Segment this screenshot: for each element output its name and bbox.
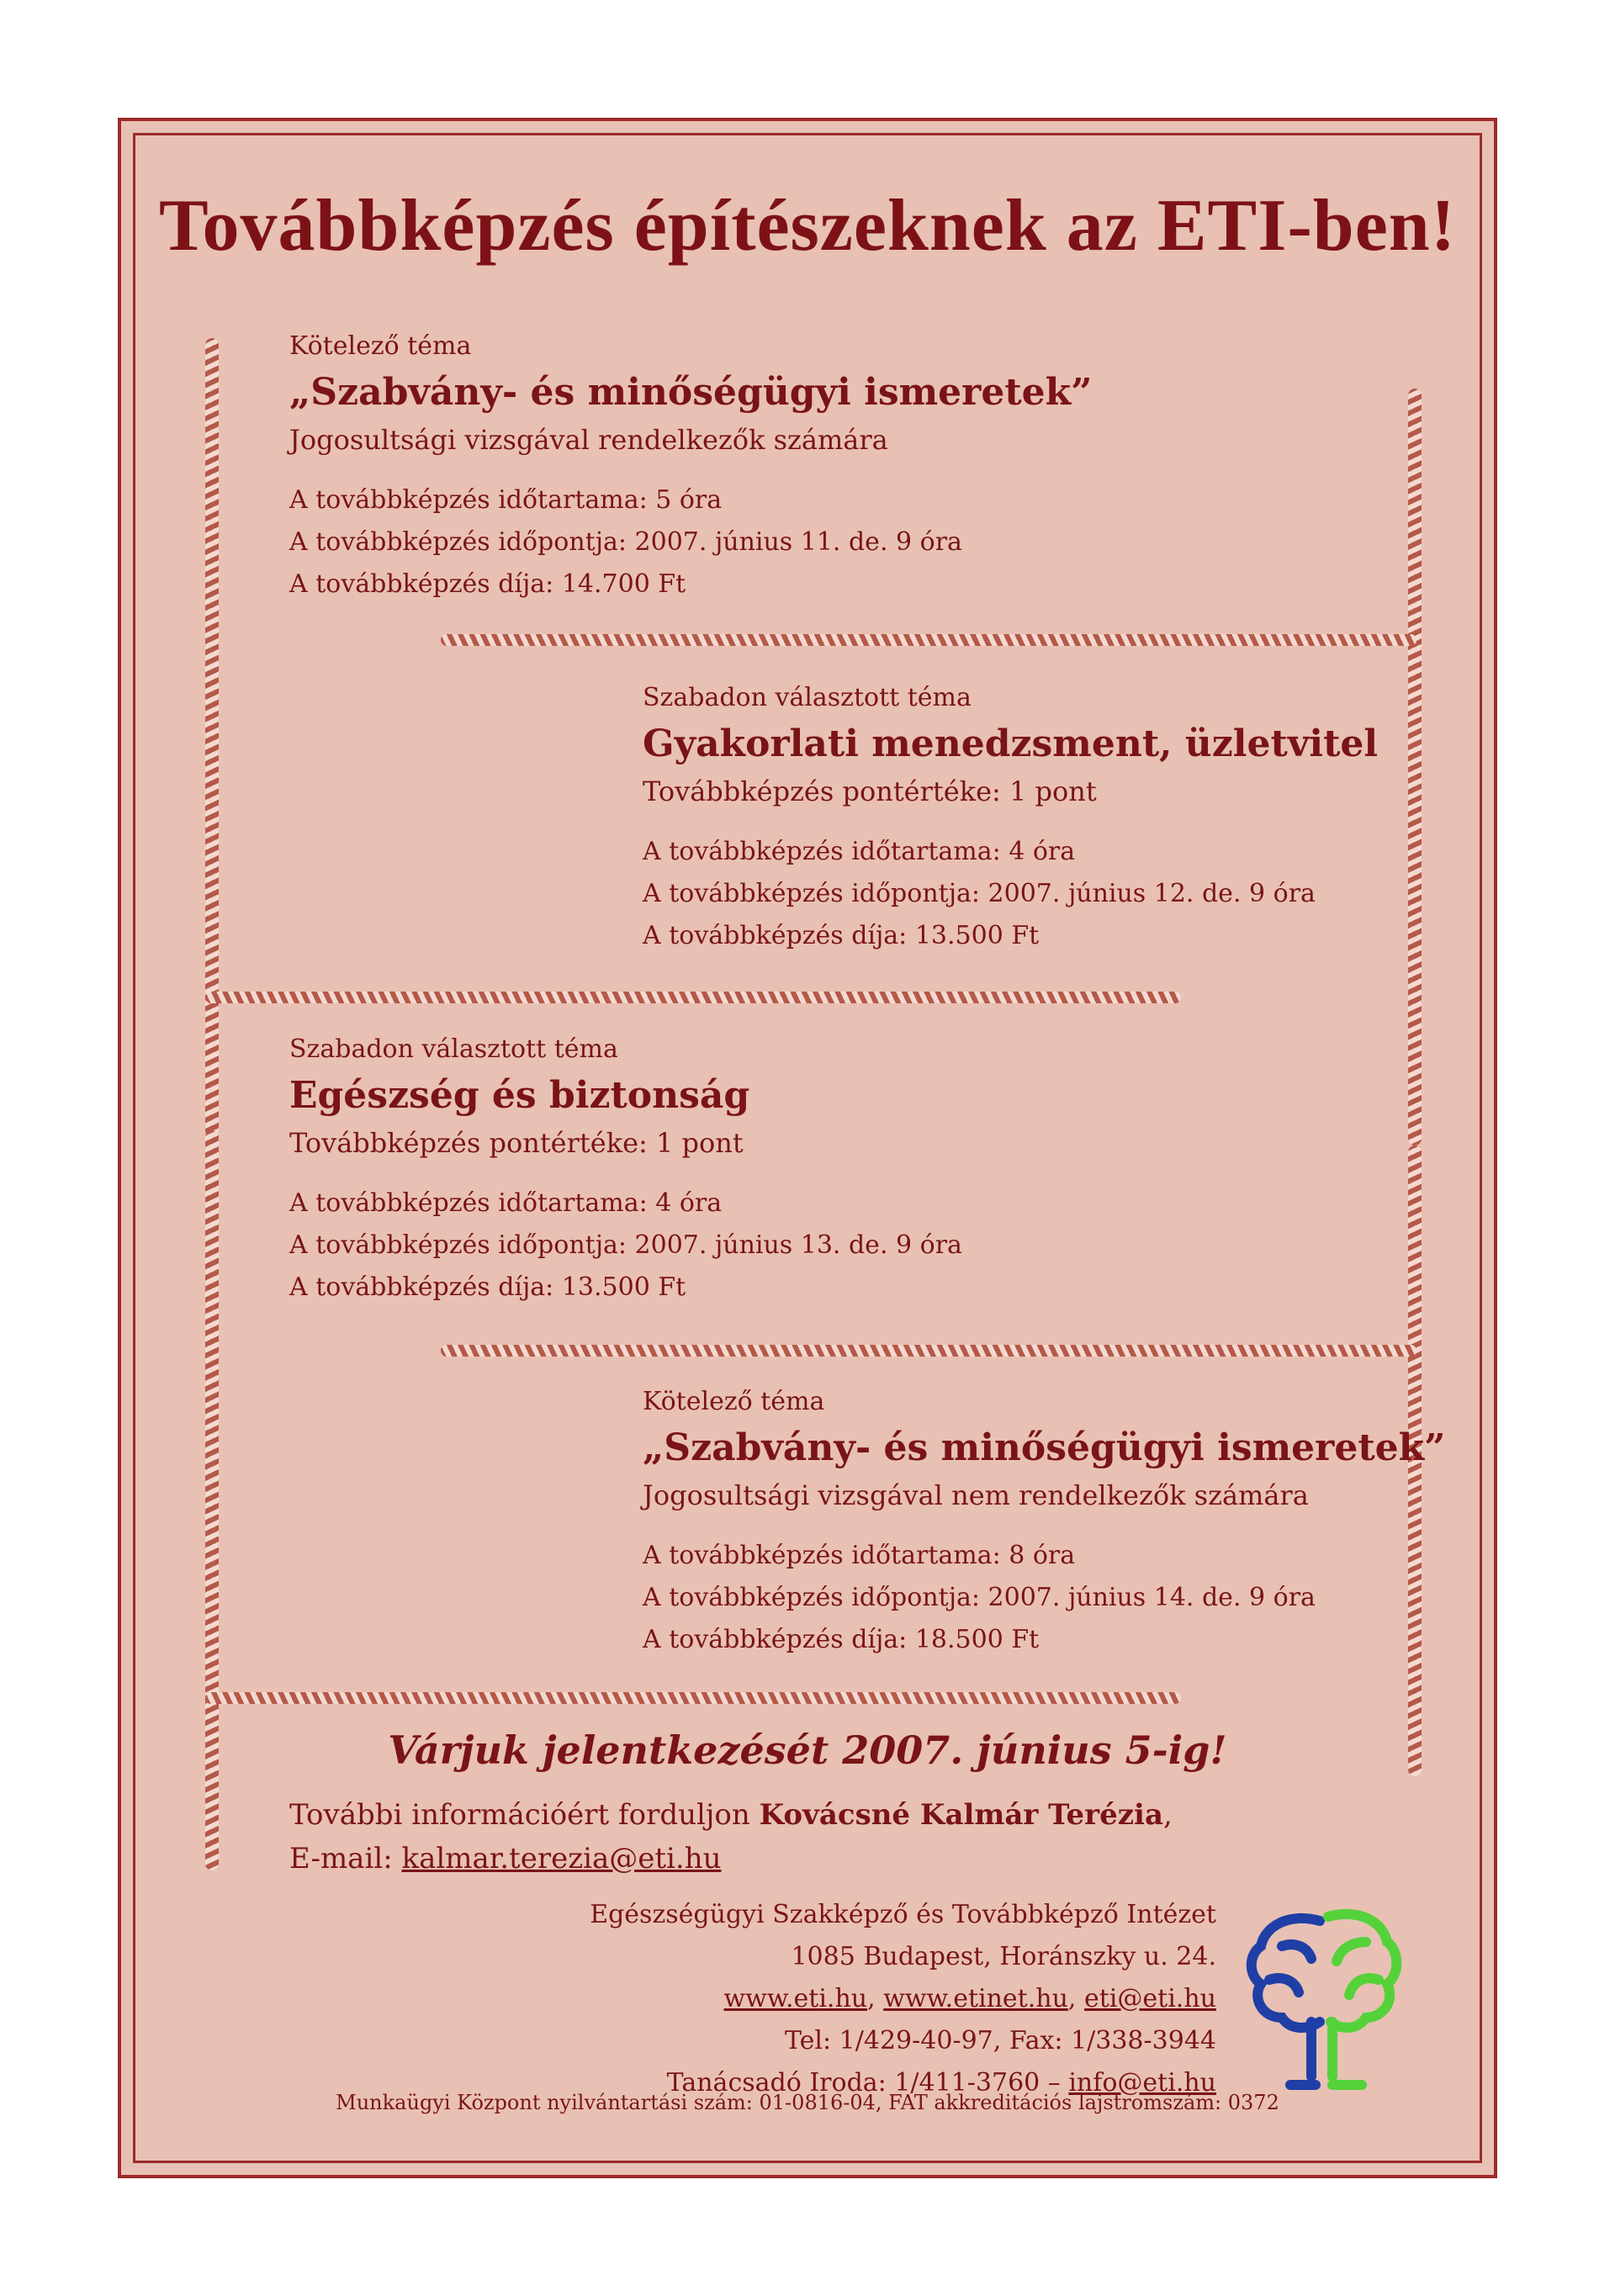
info-prefix: További információért forduljon [289, 1798, 750, 1832]
contact-email-link[interactable]: kalmar.terezia@eti.hu [401, 1842, 722, 1875]
course-fee: A továbbképzés díja: 14.700 Ft [289, 569, 686, 599]
poster [118, 118, 1497, 2178]
course-duration: A továbbképzés időtartama: 4 óra [289, 1188, 723, 1218]
institute-address: 1085 Budapest, Horánszky u. 24. [791, 1942, 1216, 1971]
course-label: Szabadon választott téma [289, 1034, 618, 1064]
course-date: A továbbképzés időpontja: 2007. június 13. de. 9 óra [289, 1230, 962, 1260]
course-heading: „Szabvány- és minőségügyi ismeretek” [289, 371, 1093, 414]
rope-right-1 [1408, 389, 1422, 1145]
rope-divider-4 [205, 1692, 1181, 1704]
course-duration: A továbbképzés időtartama: 8 óra [643, 1541, 1076, 1570]
contact-person [289, 1793, 1173, 1881]
email-label: E-mail: [289, 1842, 393, 1875]
course-subtitle: Jogosultsági vizsgával nem rendelkezők számára [643, 1479, 1309, 1511]
registration-numbers: Munkaügyi Központ nyilvántartási szám: 01-0816-04, FAT akkreditációs lajstromszám: 0372 [336, 2091, 1279, 2114]
course-label: Kötelező téma [643, 1387, 825, 1416]
course-subtitle: Továbbképzés pontértéke: 1 pont [289, 1127, 744, 1159]
course-heading: Egészség és biztonság [289, 1074, 750, 1117]
course-label: Kötelező téma [289, 331, 472, 361]
course-date: A továbbképzés időpontja: 2007. június 14. de. 9 óra [643, 1583, 1316, 1612]
course-duration: A továbbképzés időtartama: 4 óra [643, 837, 1076, 866]
institute-phone: Tel: 1/429-40-97, Fax: 1/338-3944 [785, 2026, 1216, 2055]
course-subtitle: Továbbképzés pontértéke: 1 pont [643, 775, 1097, 807]
poster-title: Továbbképzés építészeknek az ETI-ben! [158, 185, 1457, 267]
rope-divider-3 [441, 1345, 1416, 1357]
website-link-etinet[interactable]: www.etinet.hu [883, 1984, 1068, 2013]
institute-name: Egészségügyi Szakképző és Továbbképző Intézet [590, 1900, 1216, 1929]
advisory-phone: Tanácsadó Iroda: 1/411-3760 – [666, 2068, 1069, 2098]
institute-web-links: www.eti.hu, www.etinet.hu, eti@eti.hu [723, 1984, 1216, 2013]
institute-contact [590, 1894, 1216, 2104]
course-subtitle: Jogosultsági vizsgával rendelkezők számára [289, 424, 888, 456]
course-section-4 [643, 1387, 1445, 1661]
rope-divider-1 [441, 634, 1416, 646]
course-fee: A továbbképzés díja: 13.500 Ft [289, 1272, 686, 1302]
course-fee: A továbbképzés díja: 13.500 Ft [643, 921, 1040, 950]
course-section-2 [643, 683, 1378, 957]
course-fee: A továbbképzés díja: 18.500 Ft [643, 1625, 1040, 1654]
course-date: A továbbképzés időpontja: 2007. június 12. de. 9 óra [643, 879, 1316, 908]
course-heading: Gyakorlati menedzsment, üzletvitel [643, 722, 1379, 765]
advisory-email-link[interactable]: info@eti.hu [1068, 2068, 1216, 2098]
registration-deadline: Várjuk jelentkezését 2007. június 5-ig! [388, 1727, 1227, 1773]
website-link-eti[interactable]: www.eti.hu [723, 1984, 868, 2013]
rope-left-1 [205, 338, 219, 1137]
course-section-1 [289, 331, 1092, 606]
info-comma: , [1162, 1798, 1173, 1832]
contact-name: Kovácsné Kalmár Terézia [759, 1798, 1163, 1832]
institute-email-link[interactable]: eti@eti.hu [1084, 1984, 1216, 2013]
rope-divider-2 [205, 992, 1181, 1003]
course-section-3 [289, 1034, 962, 1309]
course-duration: A továbbképzés időtartama: 5 óra [289, 485, 723, 515]
course-heading: „Szabvány- és minőségügyi ismeretek” [643, 1426, 1446, 1469]
course-label: Szabadon választott téma [643, 683, 972, 712]
eti-tree-logo-icon [1231, 1896, 1416, 2106]
course-date: A továbbképzés időpontja: 2007. június 11. de. 9 óra [289, 527, 962, 557]
